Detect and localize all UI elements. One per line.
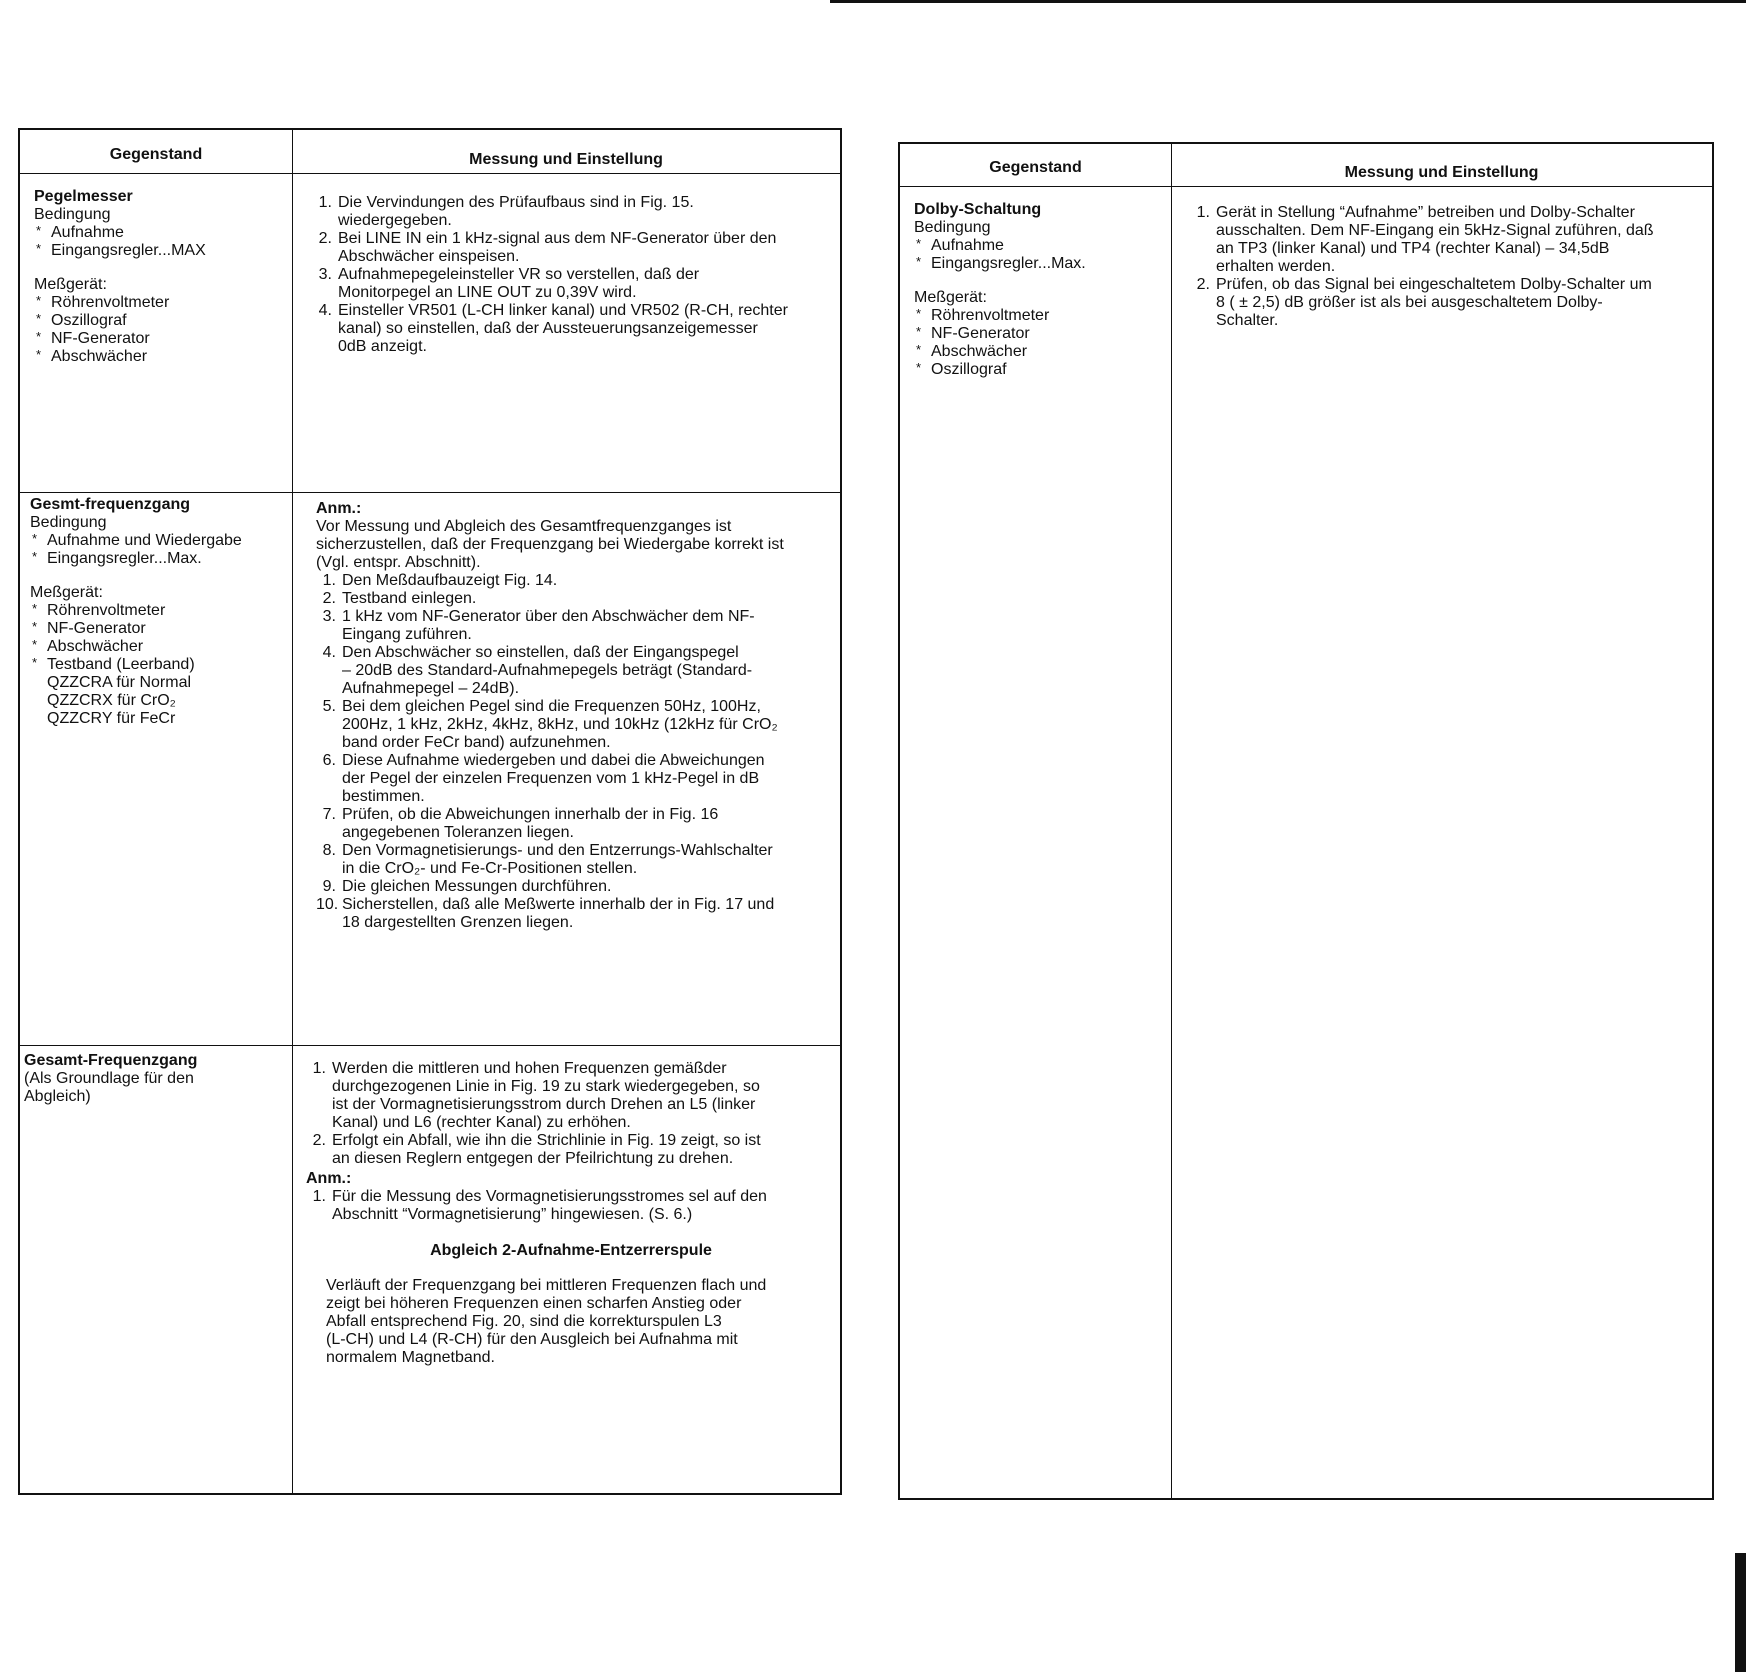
device-label: Meßgerät:: [914, 289, 987, 306]
column-header-gegenstand: Gegenstand: [989, 159, 1082, 176]
step-item: 3. Aufnahmepegeleinsteller VR so verstellen, daß der Monitorpegel an LINE OUT zu 0,39V wird.: [318, 266, 700, 301]
device-item: * Röhrenvoltmeter: [914, 307, 1164, 325]
condition-label: Bedingung: [30, 514, 107, 531]
step-item: 2. Bei LINE IN ein 1 kHz-signal aus dem NF-Generator über den Abschwächer einspeisen.: [318, 230, 777, 265]
column-header-messung: Messung und Einstellung: [1344, 164, 1539, 181]
device-label: Meßgerät:: [30, 584, 103, 601]
device-label: Meßgerät:: [34, 276, 107, 293]
measurement-cell-gesmt-frequenzgang: [316, 500, 836, 932]
condition-item: * Aufnahme: [914, 237, 1164, 255]
condition-item: * Eingangsregler...Max.: [30, 550, 285, 568]
step-item: 10. Sicherstellen, daß alle Meßwerte innerhalb der in Fig. 17 und 18 dargestellten Grenzen liegen.: [316, 896, 775, 931]
device-item: * Oszillograf: [34, 312, 284, 330]
step-item: 1. Gerät in Stellung “Aufnahme” betreiben und Dolby-Schalter ausschalten. Dem NF-Eingang ein 5kHz-Signal zuführen, daß an TP3 (linker Kanal) und TP4 (rechter Kanal) – 34,5dB erhalten werden.: [1196, 204, 1654, 275]
step-item: 4. Einsteller VR501 (L-CH linker kanal) und VR502 (R-CH, rechter kanal) so einstellen, daß der Aussteuerungsanzeigemesser 0dB anzeigt.: [318, 302, 788, 355]
page-edge-mark: [1735, 1553, 1746, 1672]
step-item: 4. Den Abschwächer so einstellen, daß der Eingangspegel – 20dB des Standard-Aufnahmepegels beträgt (Standard- Aufnahmepegel – 24dB).: [322, 644, 753, 697]
step-item: 5. Bei dem gleichen Pegel sind die Frequenzen 50Hz, 100Hz, 200Hz, 1 kHz, 2kHz, 4kHz, 8kHz, und 10kHz (12kHz für CrO₂ band order FeCr band) aufzunehmen.: [322, 698, 778, 751]
device-item: * Abschwächer: [34, 348, 284, 366]
step-item: 2. Testband einlegen.: [322, 590, 477, 607]
step-item: 8. Den Vormagnetisierungs- und den Entzerrungs-Wahlschalter in die CrO₂- und Fe-Cr-Positionen stellen.: [322, 842, 773, 877]
condition-item: * Eingangsregler...Max.: [914, 255, 1164, 273]
subheading: Abgleich 2-Aufnahme-Entzerrerspule: [430, 1242, 712, 1259]
condition-item: * Aufnahme und Wiedergabe: [30, 532, 285, 550]
item-cell-dolby-schaltung: [914, 201, 1164, 379]
step-item: 2. Prüfen, ob das Signal bei eingeschaltetem Dolby-Schalter um 8 ( ± 2,5) dB größer ist als bei ausgeschaltetem Dolby- Schalter.: [1196, 276, 1652, 329]
condition-item: * Eingangsregler...MAX: [34, 242, 284, 260]
step-item: 1. Den Meßdaufbauzeigt Fig. 14.: [322, 572, 558, 589]
device-item: * NF-Generator: [30, 620, 285, 638]
device-item: * NF-Generator: [34, 330, 284, 348]
step-item: 3. 1 kHz vom NF-Generator über den Abschwächer dem NF- Eingang zuführen.: [322, 608, 755, 643]
row-divider: [20, 492, 840, 493]
device-item: * Abschwächer: [914, 343, 1164, 361]
column-header-messung: Messung und Einstellung: [469, 151, 663, 168]
measurement-cell-gesamt-frequenzgang: [306, 1060, 836, 1367]
measurement-cell-pegelmesser: [312, 194, 832, 356]
note-label: Anm.:: [306, 1170, 352, 1187]
item-cell-gesmt-frequenzgang: [30, 496, 285, 728]
step-item: 7. Prüfen, ob die Abweichungen innerhalb der in Fig. 16 angegebenen Toleranzen liegen.: [322, 806, 719, 841]
device-item: * Oszillograf: [914, 361, 1164, 379]
item-title: Gesmt-frequenzgang: [30, 496, 191, 513]
device-item: * Röhrenvoltmeter: [30, 602, 285, 620]
row-divider: [20, 1045, 840, 1046]
item-title: Dolby-Schaltung: [914, 201, 1042, 218]
device-item: * Testband (Leerband): [30, 656, 285, 674]
tape-item: QZZCRY für FeCr: [47, 710, 176, 727]
header-divider: [20, 173, 840, 174]
tape-item: QZZCRX für CrO₂: [47, 692, 176, 709]
item-cell-gesamt-frequenzgang: [24, 1052, 284, 1106]
item-subtitle: (Als Groundlage für den Abgleich): [24, 1070, 194, 1105]
top-edge-rule: [830, 0, 1746, 3]
device-item: * Abschwächer: [30, 638, 285, 656]
column-divider: [292, 130, 293, 1493]
note-text: Vor Messung und Abgleich des Gesamtfrequenzganges ist sicherzustellen, daß der Frequenzgang bei Wiedergabe korrekt ist (Vgl. entspr. Abschnitt).: [316, 518, 784, 571]
measurement-cell-dolby-schaltung: [1190, 204, 1706, 330]
tape-item: QZZCRA für Normal: [47, 674, 192, 691]
condition-label: Bedingung: [34, 206, 111, 223]
device-item: * NF-Generator: [914, 325, 1164, 343]
step-item: 6. Diese Aufnahme wiedergeben und dabei die Abweichungen der Pegel der einzelen Frequenzen vom 1 kHz-Pegel in dB bestimmen.: [322, 752, 765, 805]
column-divider: [1171, 144, 1172, 1498]
left-table: [18, 128, 842, 1495]
item-title: Pegelmesser: [34, 188, 133, 205]
note-step-item: 1. Für die Messung des Vormagnetisierungsstromes sel auf den Abschnitt “Vormagnetisierung” hingewiesen. (S. 6.): [312, 1188, 767, 1223]
header-divider: [900, 186, 1712, 187]
step-item: 9. Die gleichen Messungen durchführen.: [322, 878, 612, 895]
condition-item: * Aufnahme: [34, 224, 284, 242]
item-title: Gesamt-Frequenzgang: [24, 1052, 198, 1069]
item-cell-pegelmesser: [34, 188, 284, 366]
note-label: Anm.:: [316, 500, 362, 517]
column-header-gegenstand: Gegenstand: [109, 146, 203, 163]
device-item: * Röhrenvoltmeter: [34, 294, 284, 312]
step-item: 1. Werden die mittleren und hohen Frequenzen gemäßder durchgezogenen Linie in Fig. 19 zu stark wiedergegeben, so ist der Vormagnetisierungsstrom durch Drehen an L5 (linker Kanal) und L6 (rechter Kanal) zu erhöhen.: [312, 1060, 760, 1131]
condition-label: Bedingung: [914, 219, 991, 236]
step-item: 2. Erfolgt ein Abfall, wie ihn die Strichlinie in Fig. 19 zeigt, so ist an diesen Reglern entgegen der Pfeilrichtung zu drehen.: [312, 1132, 761, 1167]
right-table: [898, 142, 1714, 1500]
paragraph: Verläuft der Frequenzgang bei mittleren Frequenzen flach und zeigt bei höheren Frequenzen einen scharfen Anstieg oder Abfall entsprechend Fig. 20, sind die korrekturspulen L3 (L-CH) und L4 (R-CH) für den Ausgleich bei Aufnahma mit normalem Magnetband.: [326, 1277, 767, 1366]
step-item: 1. Die Vervindungen des Prüfaufbaus sind in Fig. 15. wiedergegeben.: [318, 194, 694, 229]
